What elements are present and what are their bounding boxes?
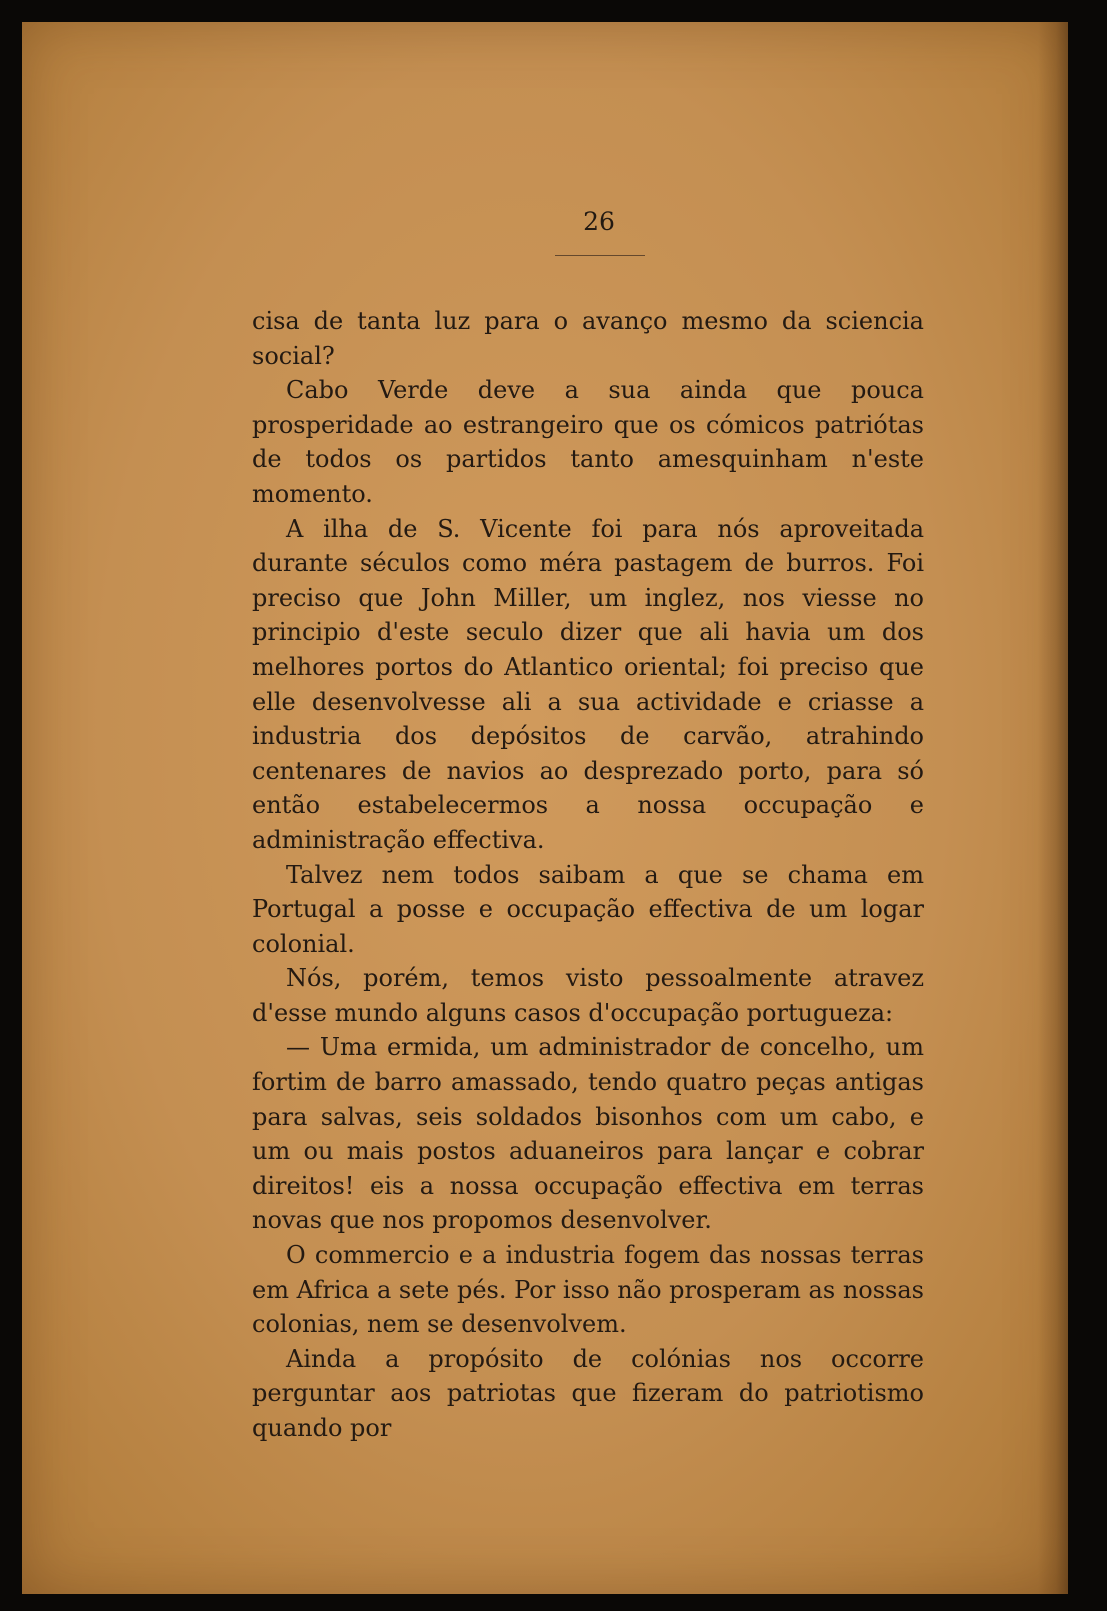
paragraph-posse-colonial: Talvez nem todos saibam a que se chama em Portugal a posse e occupação effectiva de um logar colonial. — [252, 860, 924, 958]
paragraph-colonias: Ainda a propósito de colónias nos occorre perguntar aos patriotas que fizeram do patriotismo quando por — [252, 1344, 924, 1442]
page-edge-shadow — [1038, 22, 1068, 1594]
paragraph-sao-vicente: A ilha de S. Vicente foi para nós aproveitada durante séculos como méra pastagem de burros. Foi preciso que John Miller, um inglez, nos viesse no principio d'este seculo dizer que ali havia um dos melhores portos do Atlantico oriental; foi preciso que elle desenvolvesse ali a sua actividade e criasse a industria dos depósitos de carvão, atrahindo centenares de navios ao desprezado porto, para só então estabelecermos a nossa occupação e administração effectiva. — [252, 514, 924, 854]
paragraph-ermida: — Uma ermida, um administrador de concelho, um fortim de barro amassado, tendo quatro peças antigas para salvas, seis soldados bisonhos com um cabo, e um ou mais postos aduaneiros para lançar e cobrar direitos! eis a nossa occupação effectiva em terras novas que nos propomos desenvolver. — [252, 1033, 924, 1235]
page-number-underline — [555, 255, 645, 256]
body-text — [252, 304, 924, 1446]
paragraph-occupacao: Nós, porém, temos visto pessoalmente atravez d'esse mundo alguns casos d'occupação portugueza: — [252, 964, 924, 1027]
paragraph-commercio: O commercio e a industria fogem das nossas terras em Africa a sete pés. Por isso não prosperam as nossas colonias, nem se desenvolvem. — [252, 1241, 924, 1339]
paragraph-continuation: cisa de tanta luz para o avanço mesmo da sciencia social? — [252, 307, 924, 370]
page-number: 26 — [583, 207, 615, 236]
paragraph-cabo-verde: Cabo Verde deve a sua ainda que pouca prosperidade ao estrangeiro que os cómicos patriótas de todos os partidos tanto amesquinham n'este momento. — [252, 376, 924, 508]
